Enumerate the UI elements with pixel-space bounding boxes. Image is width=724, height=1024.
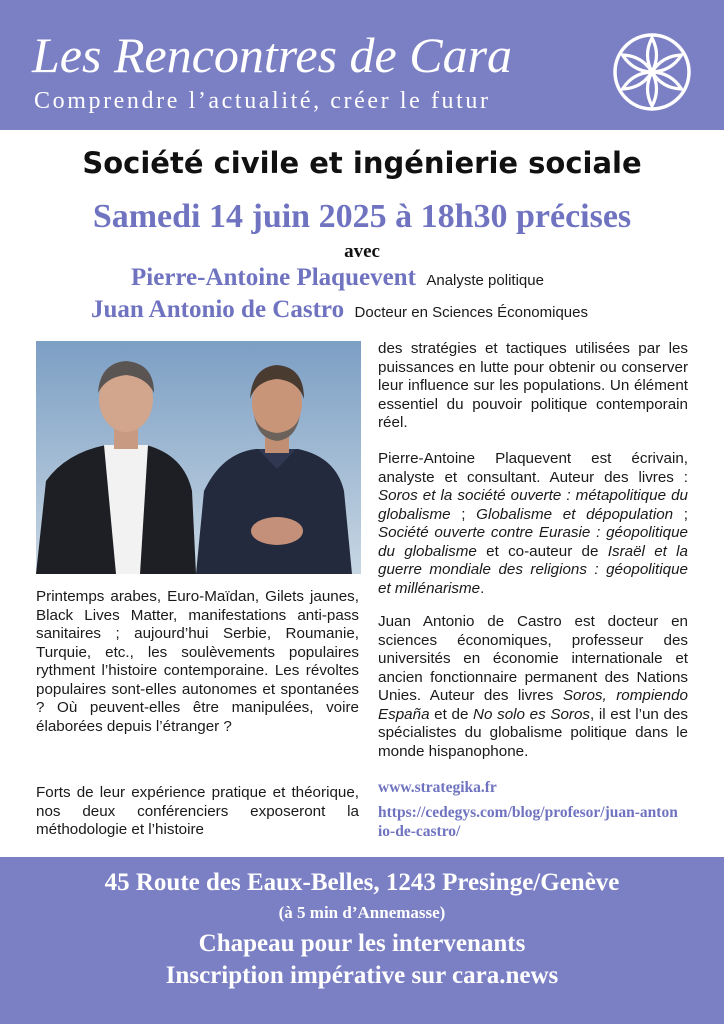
- context-paragraph: des stratégies et tactiques utilisées par les puissances en lutte pour obtenir ou conserver leur influence sur les populations. Un élément essentiel du pouvoir politique contemporain réel.: [378, 340, 688, 431]
- venue-address: 45 Route des Eaux-Belles, 1243 Presinge/Genève: [104, 869, 620, 896]
- speaker-1-name: Pierre-Antoine Plaquevent: [131, 264, 416, 291]
- speaker-2-bio: Juan Antonio de Castro est docteur en sciences économiques, professeur des universités en économie internationale et ancien fonctionnaire permanent des Nations Unies. Auteur des livres Soros, rompiendo España et de No solo es Soros, il est l’un des spécialistes du globalisme politique dans le monde hispanophone.: [378, 613, 688, 760]
- book-title: Globalisme et dépopulation: [476, 505, 674, 523]
- speaker-2-name: Juan Antonio de Castro: [91, 296, 345, 323]
- flower-of-life-icon: [612, 32, 692, 112]
- book-title: Soros et la société ouverte : métapolitique du globalisme: [378, 487, 688, 523]
- book-title: Société ouverte contre Eurasie : géopolitique du globalisme: [378, 524, 688, 560]
- venue-note: (à 5 min d’Annemasse): [278, 903, 446, 922]
- intro-paragraph: Printemps arabes, Euro-Maïdan, Gilets jaunes, Black Lives Matter, manifestations anti-pass sanitaires ; aujourd’hui Serbie, Roumanie, Turquie, etc., les soulèvements populaires rythment l’histoire contemporaine. Les révoltes populaires sont-elles autonomes et spontanées ? Où peuvent-elles être manipulées, voire élaborées depuis l’étranger ?: [36, 588, 359, 735]
- book-title: Israël et la guerre mondiale des religions : géopolitique et millénarisme: [378, 542, 688, 597]
- speaker-2-role: Docteur en Sciences Économiques: [354, 304, 588, 321]
- header-banner: [0, 0, 724, 130]
- book-title: Soros, rompiendo España: [378, 687, 688, 723]
- speakers-photo: [36, 341, 361, 574]
- speaker-2: [91, 296, 588, 324]
- registration-note: Inscription impérative sur cara.news: [165, 962, 559, 989]
- speaker-1-role: Analyste politique: [426, 272, 544, 289]
- book-title: No solo es Soros: [473, 705, 591, 723]
- cedegys-link[interactable]: https://cedegys.com/blog/profesor/juan-antonio-de-castro/: [378, 804, 678, 840]
- speaker-1: [131, 264, 544, 292]
- fee-note: Chapeau pour les intervenants: [198, 930, 526, 957]
- intro-paragraph-2: Forts de leur expérience pratique et théorique, nos deux conférenciers exposeront la méthodologie et l’histoire: [36, 784, 359, 838]
- strategika-link[interactable]: www.strategika.fr: [378, 779, 497, 796]
- event-title: Société civile et ingénierie sociale: [82, 146, 642, 180]
- footer-banner: [0, 857, 724, 1024]
- event-with: avec: [344, 241, 380, 262]
- brand-tagline: Comprendre l’actualité, créer le futur: [34, 88, 491, 114]
- speaker-1-bio: Pierre-Antoine Plaquevent est écrivain, analyste et consultant. Auteur des livres : Soros et la société ouverte : métapolitique du globalisme ; Globalisme et dépopulation ; Société ouverte contre Eurasie : géopolitique du globalisme et co-auteur de Israël et la guerre mondiale des religions : géopolitique et millénarisme.: [378, 450, 688, 597]
- event-date: Samedi 14 juin 2025 à 18h30 précises: [92, 198, 632, 235]
- brand-title: Les Rencontres de Cara: [32, 27, 513, 83]
